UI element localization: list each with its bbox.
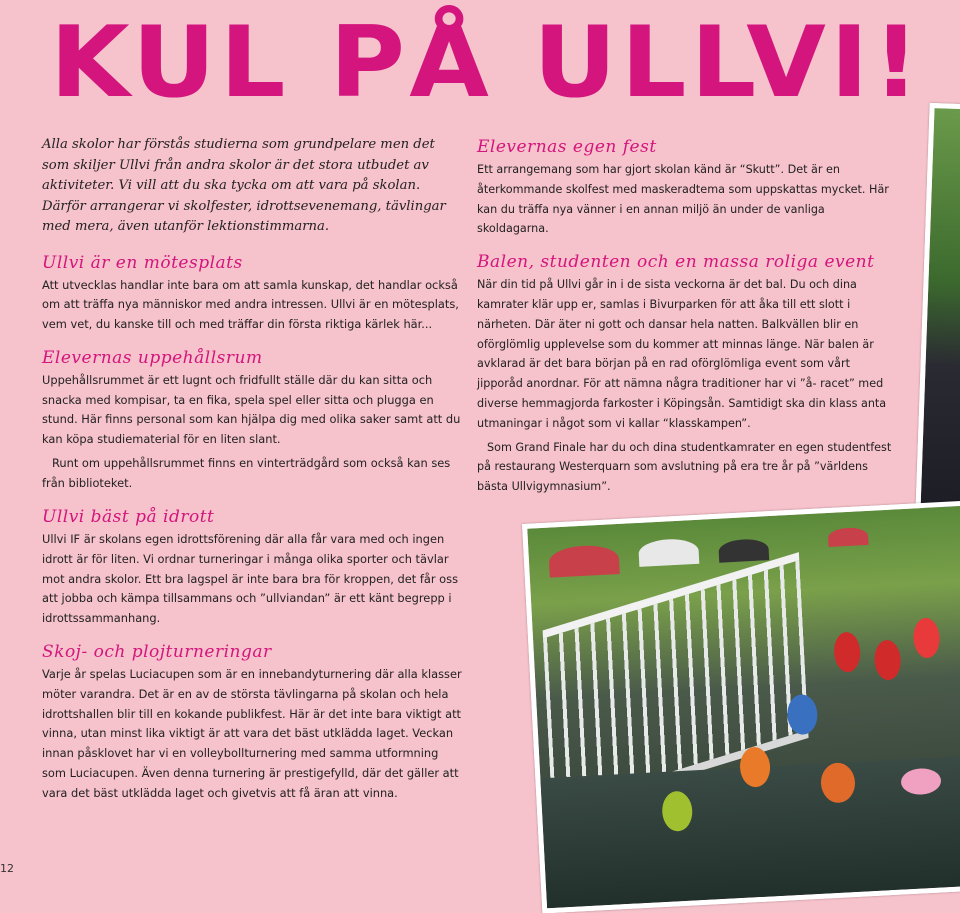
bottom-left-column bbox=[42, 506, 462, 816]
section-paragraph: Varje år spelas Luciacupen som är en innebandyturnering där alla klasser möter varandra. Det är en av de största tävlingarna på skolan och hela idrottshallen blir till en kokande publikfest. Här är det inte bara viktigt att vinna, utan minst lika viktigt är att vara det bäst utklädda laget. Veckan innan påsklovet har vi en volleybollturnering med samma utformning som Luciacupen. Även denna turnering är prestigefylld, där det gäller att vara det bäst utklädda laget och givetvis att få äran att vinna. bbox=[42, 666, 462, 800]
section-motesplats bbox=[42, 252, 462, 335]
section-turneringar bbox=[42, 641, 462, 804]
umbrella-shape bbox=[638, 538, 699, 567]
umbrella-shape bbox=[718, 538, 769, 563]
section-paragraph: Ett arrangemang som har gjort skolan känd är “Skutt”. Det är en återkommande skolfest med maskeradtema som uppskattas mycket. Här kan du träffa nya vänner i en annan miljö än under de vanliga skoldagarna. bbox=[477, 163, 889, 236]
section-paragraph: Som Grand Finale har du och dina studentkamrater en egen studentfest på restaurang Westerquarn som avslutning på era tre år på ”världens bästa Ullvigymnasium”. bbox=[477, 440, 892, 494]
section-paragraph: Uppehållsrummet är ett lugnt och fridfullt ställe där du kan sitta och snacka med kompisar, ta en fika, spela spel eller sitta och plugga en stund. Här finns personal som kan hjälpa dig med olika saker samt att du kan köpa studiematerial för en liten slant. bbox=[42, 372, 461, 447]
section-paragraph: Att utvecklas handlar inte bara om att samla kunskap, det handlar också om att träffa nya människor med andra intressen. Ullvi är en mötesplats, vem vet, du kanske till och med träffar din första riktiga kärlek här... bbox=[42, 277, 459, 332]
students-photo bbox=[914, 103, 960, 545]
section-paragraph: När din tid på Ullvi går in i de sista veckorna är det bal. Du och dina kamrater klär upp er, samlas i Bivurparken för att åka till ett slott i närheten. Där äter ni gott och dansar hela natten. Balkvällen blir en oförglömlig upplevelse som du kommer att minnas länge. När balen är avklarad är det bara början på en rad oförglömliga event som vårt jipporåd anordnar. För att nämna några traditioner har vi ”å- racet” med diverse hemmagjorda farkoster i Köpingsån. Samtidigt ska din klass anta utmaningar i något som vi kallar “klasskampen”. bbox=[477, 278, 887, 430]
boat-race-photo bbox=[522, 499, 960, 913]
person-shape bbox=[912, 617, 940, 658]
section-heading: Elevernas uppehållsrum bbox=[42, 347, 263, 368]
section-idrott bbox=[42, 506, 462, 629]
section-uppehallsrum bbox=[42, 347, 462, 494]
section-balen bbox=[477, 251, 897, 497]
section-paragraph: Runt om uppehållsrummet finns en vinterträdgård som också kan ses från biblioteket. bbox=[42, 456, 451, 490]
section-heading: Ullvi är en mötesplats bbox=[42, 252, 243, 273]
umbrella-shape bbox=[548, 544, 619, 578]
intro-text: Alla skolor har förstås studierna som grundpelare men det som skiljer Ullvi från andra skolor är det stora utbudet av aktiviteter. Vi vill att du ska tycka om att vara på skolan. Därför arrangerar vi skolfester, idrottsevenemang, tävlingar med mera, även utanför lektionstimmarna. bbox=[42, 137, 446, 234]
right-column bbox=[477, 136, 897, 509]
section-egen-fest bbox=[477, 136, 897, 239]
page-number: 12 bbox=[0, 862, 14, 875]
section-heading: Skoj- och plojturneringar bbox=[42, 641, 272, 662]
left-column bbox=[42, 135, 462, 506]
section-heading: Balen, studenten och en massa roliga event bbox=[477, 252, 875, 273]
person-shape bbox=[833, 632, 861, 673]
page-title: KUL PÅ ULLVI! bbox=[50, 6, 924, 120]
section-heading: Elevernas egen fest bbox=[477, 137, 657, 157]
section-heading: Ullvi bäst på idrott bbox=[42, 507, 215, 527]
section-paragraph: Ullvi IF är skolans egen idrottsförening där alla får vara med och ingen idrott är för liten. Vi ordnar turneringar i många olika sporter och tävlar mot andra skolor. Ett bra lagspel är inte bara bra för kroppen, det får oss att jobba och kämpa tillsammans och ”ullviandan” är ett känt begrepp i idrottssammanhang. bbox=[42, 532, 459, 626]
person-shape bbox=[874, 639, 902, 680]
umbrella-shape bbox=[828, 527, 869, 547]
